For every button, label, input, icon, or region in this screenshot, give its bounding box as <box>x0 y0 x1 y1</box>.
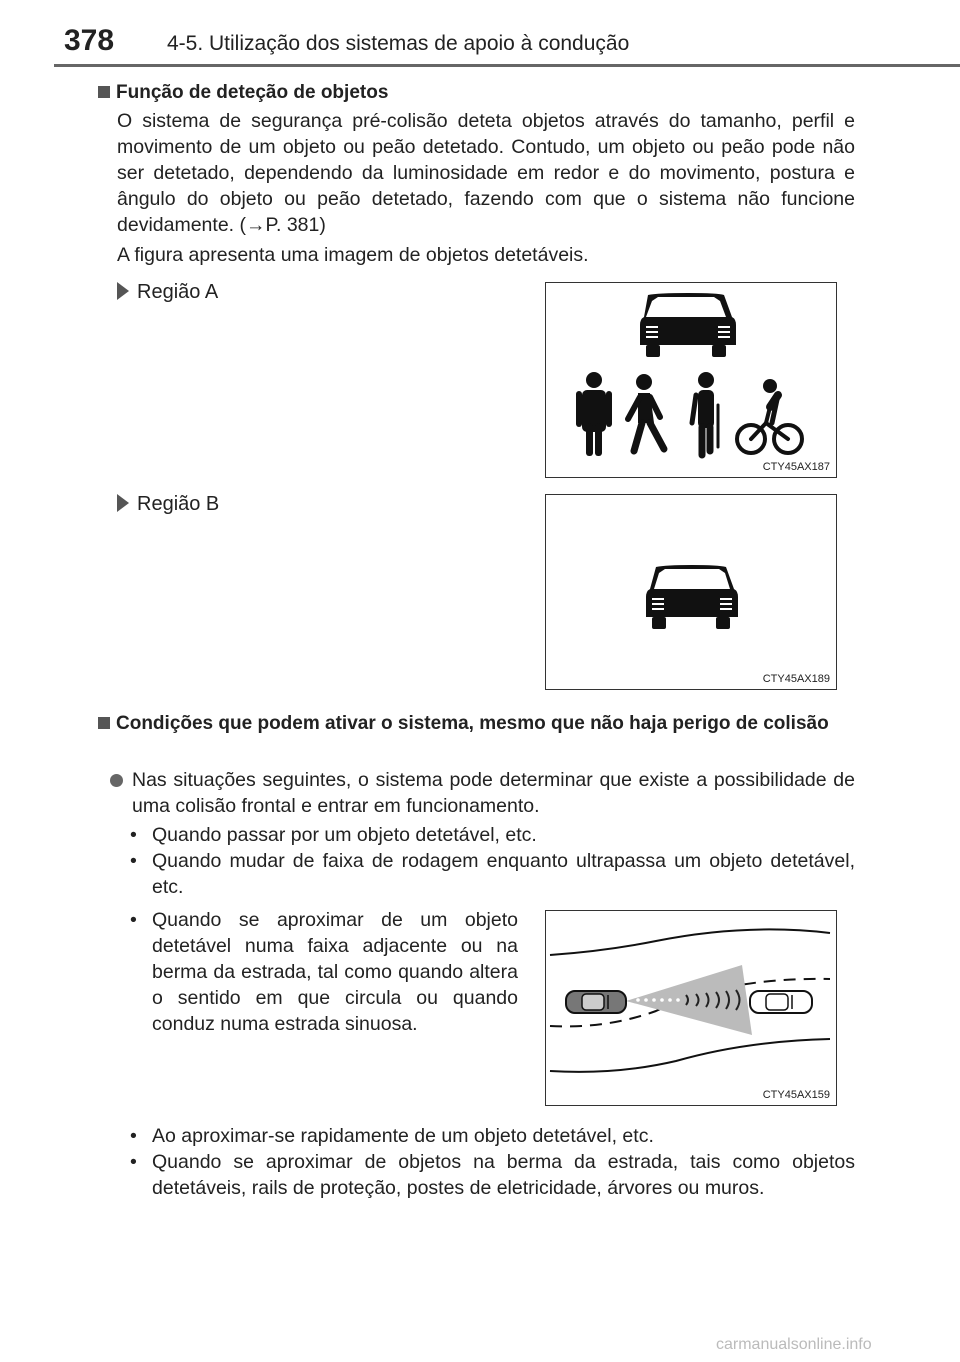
figure-road-curve <box>545 910 837 1106</box>
region-a-label-text: Região A <box>137 281 219 303</box>
arrow-right-icon <box>117 282 129 300</box>
square-bullet-icon <box>98 86 110 98</box>
region-b-label <box>117 493 219 516</box>
section2-heading-text: Condições que podem ativar o sistema, mesmo que não haja perigo de colisão <box>116 713 829 734</box>
detected-vehicle-icon <box>750 991 812 1013</box>
header-rule <box>54 64 960 67</box>
section1-heading-text: Função de deteção de objetos <box>116 82 389 103</box>
person-with-bicycle-icon <box>692 372 718 455</box>
list-item-text: Ao aproximar-se rapidamente de um objeto detetável, etc. <box>152 1125 654 1147</box>
detectable-objects-illustration <box>546 283 836 477</box>
region-a-label <box>117 281 218 304</box>
list-item-text: Quando passar por um objeto detetável, etc. <box>152 824 537 846</box>
section2-intro-text: Nas situações seguintes, o sistema pode determinar que existe a possibilidade de uma colisão frontal e entrar em funcionamento. <box>132 769 855 817</box>
section2-heading <box>98 711 855 737</box>
section1-paragraph: O sistema de segurança pré-colisão deteta objetos através do tamanho, perfil e movimento de um objeto ou peão detetado. Contudo, um objeto ou peão pode não ser detetado, dependendo da luminosidade em redor e do movimento, postura e ângulo do objeto ou peão detetado, fazendo com que o sistema não funcione devidamente. (→P. 381) <box>117 110 855 236</box>
page-header-title: 4-5. Utilização dos sistemas de apoio à condução <box>167 32 630 55</box>
figure-id-region-a: CTY45AX187 <box>762 461 830 473</box>
section1-heading <box>98 80 388 106</box>
list-item-text: Quando se aproximar de um objeto detetável numa faixa adjacente ou na berma da estrada, tal como quando altera o sentido em que circula ou quando conduz numa estrada sinuosa. <box>152 909 518 1035</box>
figure-intro: A figura apresenta uma imagem de objetos detetáveis. <box>117 244 589 266</box>
figure-region-b <box>545 494 837 690</box>
figure-id-region-b: CTY45AX189 <box>762 673 830 685</box>
arrow-right-icon <box>117 494 129 512</box>
figure-region-a <box>545 282 837 478</box>
pedestrian-walking-icon <box>628 374 664 451</box>
pedestrian-standing-icon <box>576 372 612 456</box>
curved-road-illustration <box>546 911 836 1105</box>
region-b-label-text: Região B <box>137 493 220 515</box>
own-vehicle-icon <box>566 991 626 1013</box>
detectable-vehicle-illustration <box>546 495 836 689</box>
cyclist-icon <box>737 379 802 453</box>
square-bullet-icon <box>98 717 110 729</box>
list-item-text: Quando mudar de faixa de rodagem enquanto ultrapassa um objeto detetável, etc. <box>152 850 855 898</box>
round-bullet-icon <box>110 774 123 787</box>
list-item-text: Quando se aproximar de objetos na berma da estrada, tais como objetos detetáveis, rails de proteção, postes de eletricidade, árvores ou muros. <box>152 1151 855 1199</box>
page-number: 378 <box>64 24 115 57</box>
figure-id-road: CTY45AX159 <box>762 1089 830 1101</box>
watermark: carmanualsonline.info <box>716 1336 872 1353</box>
